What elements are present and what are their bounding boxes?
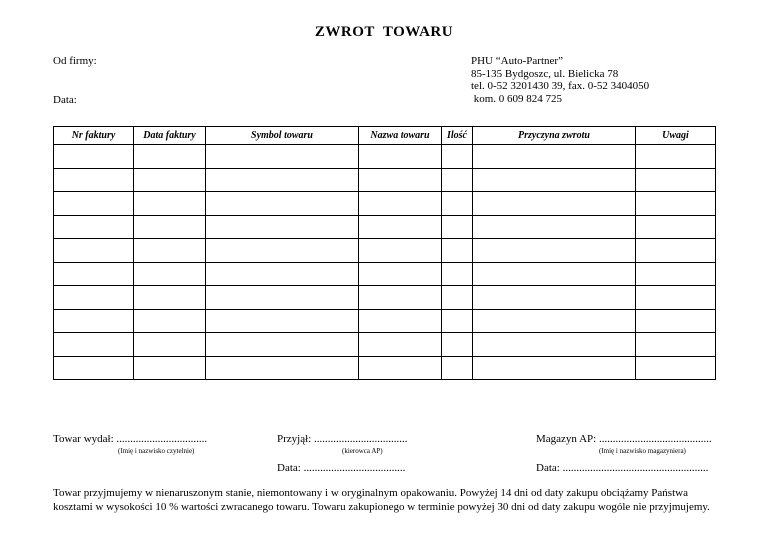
table-cell[interactable]: [134, 239, 206, 263]
table-cell[interactable]: [473, 239, 636, 263]
table-row: [54, 215, 716, 239]
issued-by-field[interactable]: Towar wydał: .................................: [53, 433, 208, 445]
table-cell[interactable]: [54, 168, 134, 192]
table-cell[interactable]: [359, 145, 442, 169]
table-cell[interactable]: [206, 239, 359, 263]
table-cell[interactable]: [206, 145, 359, 169]
received-date-field[interactable]: Data: .....................................: [277, 462, 406, 474]
terms-line-2: kosztami w wysokości 10 % wartości zwracanego towaru. Towaru zakupionego w terminie powyżej 30 dni od daty zakupu wogóle nie przyjmujemy.: [53, 500, 710, 513]
table-row: [54, 262, 716, 286]
table-cell[interactable]: [636, 192, 716, 216]
table-cell[interactable]: [134, 333, 206, 357]
table-cell[interactable]: [54, 215, 134, 239]
table-cell[interactable]: [636, 145, 716, 169]
table-row: [54, 286, 716, 310]
received-by-note: (kierowca AP): [342, 447, 383, 455]
table-cell[interactable]: [473, 192, 636, 216]
table-cell[interactable]: [636, 168, 716, 192]
table-cell[interactable]: [636, 215, 716, 239]
table-cell[interactable]: [473, 309, 636, 333]
table-cell[interactable]: [636, 262, 716, 286]
table-cell[interactable]: [359, 356, 442, 380]
table-cell[interactable]: [359, 262, 442, 286]
table-cell[interactable]: [442, 168, 473, 192]
table-cell[interactable]: [442, 333, 473, 357]
column-header-product-name: Nazwa towaru: [359, 127, 442, 145]
column-header-product-symbol: Symbol towaru: [206, 127, 359, 145]
table-row: [54, 309, 716, 333]
table-cell[interactable]: [134, 309, 206, 333]
table-cell[interactable]: [473, 356, 636, 380]
table-cell[interactable]: [359, 215, 442, 239]
table-row: [54, 192, 716, 216]
table-cell[interactable]: [54, 145, 134, 169]
table-cell[interactable]: [134, 192, 206, 216]
table-cell[interactable]: [54, 333, 134, 357]
table-cell[interactable]: [359, 309, 442, 333]
terms-note: [53, 487, 723, 514]
table-cell[interactable]: [54, 192, 134, 216]
table-cell[interactable]: [54, 239, 134, 263]
table-cell[interactable]: [134, 262, 206, 286]
warehouse-field[interactable]: Magazyn AP: .........................................: [536, 433, 712, 445]
table-cell[interactable]: [442, 145, 473, 169]
table-cell[interactable]: [473, 145, 636, 169]
table-cell[interactable]: [359, 192, 442, 216]
table-cell[interactable]: [206, 192, 359, 216]
table-cell[interactable]: [636, 356, 716, 380]
table-row: [54, 356, 716, 380]
table-cell[interactable]: [134, 145, 206, 169]
table-cell[interactable]: [54, 262, 134, 286]
table-cell[interactable]: [206, 309, 359, 333]
table-cell[interactable]: [359, 168, 442, 192]
table-cell[interactable]: [473, 262, 636, 286]
table-cell[interactable]: [636, 333, 716, 357]
company-phone: tel. 0-52 3201430 39, fax. 0-52 3404050: [471, 80, 650, 92]
table-cell[interactable]: [442, 309, 473, 333]
column-header-remarks: Uwagi: [636, 127, 716, 145]
table-cell[interactable]: [206, 286, 359, 310]
received-by-field[interactable]: Przyjął: ..................................: [277, 433, 408, 445]
table-cell[interactable]: [359, 239, 442, 263]
column-header-invoice-number: Nr faktury: [54, 127, 134, 145]
warehouse-note: (Imię i nazwisko magazyniera): [599, 447, 686, 455]
warehouse-date-field[interactable]: Data: .....................................................: [536, 462, 709, 474]
issued-by-note: (Imię i nazwisko czytelnie): [118, 447, 195, 455]
table-header-row: [54, 127, 716, 145]
table-cell[interactable]: [54, 286, 134, 310]
table-cell[interactable]: [442, 192, 473, 216]
date-label: Data:: [53, 94, 77, 106]
table-cell[interactable]: [134, 215, 206, 239]
column-header-return-reason: Przyczyna zwrotu: [473, 127, 636, 145]
table-cell[interactable]: [442, 239, 473, 263]
table-cell[interactable]: [473, 286, 636, 310]
document-title: ZWROT TOWARU: [314, 24, 454, 40]
table-cell[interactable]: [473, 215, 636, 239]
table-cell[interactable]: [442, 215, 473, 239]
company-name: PHU “Auto-Partner”: [471, 55, 563, 67]
table-cell[interactable]: [473, 168, 636, 192]
table-cell[interactable]: [206, 262, 359, 286]
table-row: [54, 333, 716, 357]
table-cell[interactable]: [134, 356, 206, 380]
table-cell[interactable]: [442, 286, 473, 310]
table-cell[interactable]: [54, 309, 134, 333]
company-mobile: kom. 0 609 824 725: [471, 92, 563, 105]
from-company-label: Od firmy:: [53, 55, 97, 67]
table-cell[interactable]: [442, 262, 473, 286]
table-row: [54, 168, 716, 192]
table-cell[interactable]: [359, 286, 442, 310]
column-header-invoice-date: Data faktury: [134, 127, 206, 145]
table-cell[interactable]: [359, 333, 442, 357]
table-cell[interactable]: [636, 286, 716, 310]
terms-line-1: Towar przyjmujemy w nienaruszonym stanie, niemontowany i w oryginalnym opakowaniu. Powyżej 14 dni od daty zakupu obciążamy Państwa: [53, 487, 688, 499]
company-info: [471, 55, 649, 105]
table-cell[interactable]: [442, 356, 473, 380]
table-cell[interactable]: [206, 168, 359, 192]
table-cell[interactable]: [206, 215, 359, 239]
table-body: [54, 145, 716, 380]
table-cell[interactable]: [636, 239, 716, 263]
table-row: [54, 239, 716, 263]
table-cell[interactable]: [134, 286, 206, 310]
column-header-quantity: Ilość: [442, 127, 473, 145]
table-cell[interactable]: [206, 356, 359, 380]
table-cell[interactable]: [473, 333, 636, 357]
table-cell[interactable]: [206, 333, 359, 357]
return-items-table: [53, 126, 716, 380]
table-cell[interactable]: [134, 168, 206, 192]
company-address: 85-135 Bydgoszc, ul. Bielicka 78: [471, 67, 619, 80]
table-cell[interactable]: [636, 309, 716, 333]
table-cell[interactable]: [54, 356, 134, 380]
table-row: [54, 145, 716, 169]
